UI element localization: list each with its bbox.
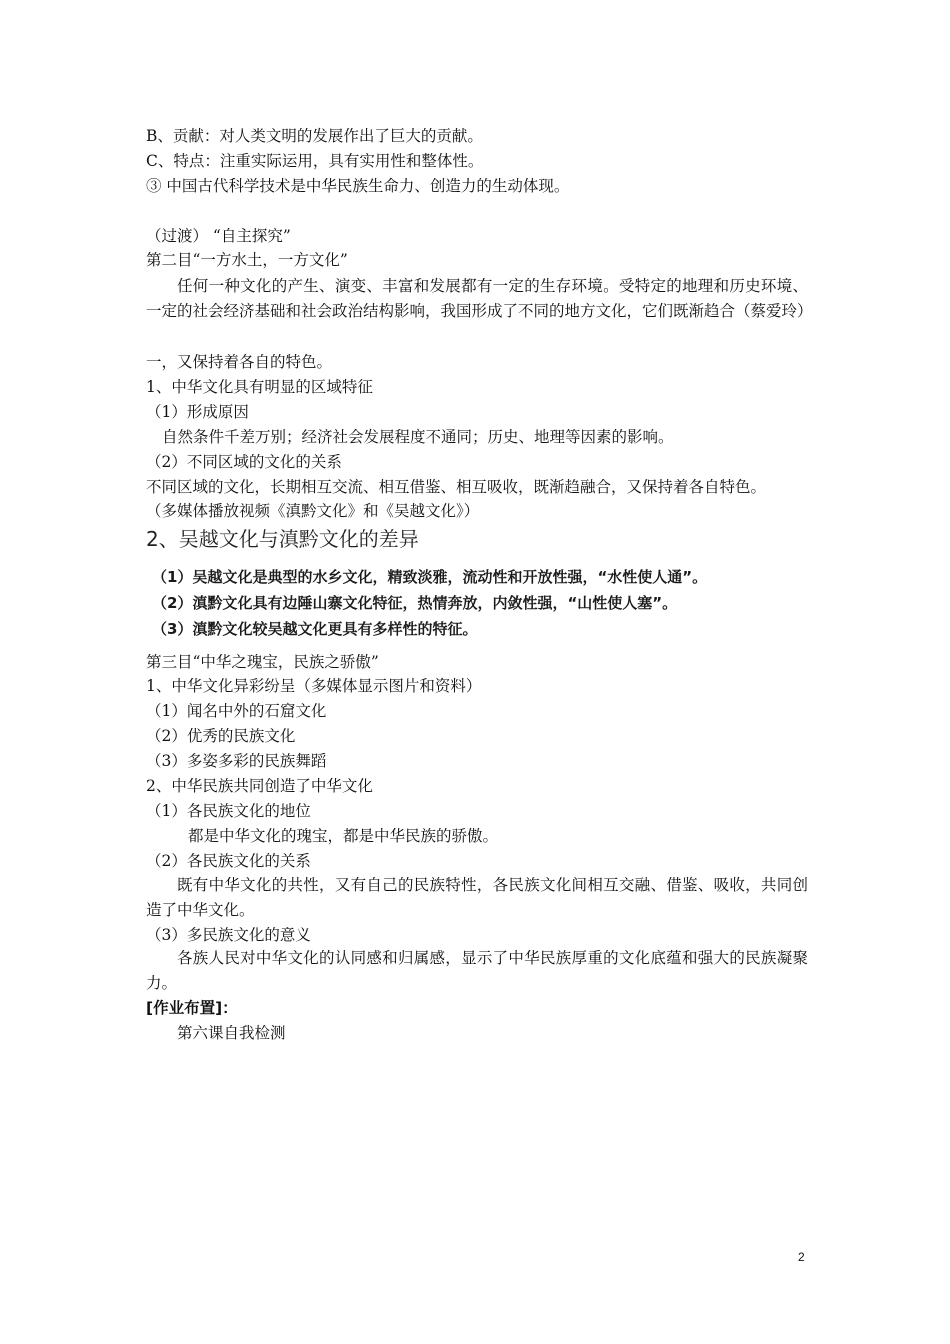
item-1-1-heading: （1）形成原因	[146, 403, 249, 421]
section-3-item-2-1: （1）各民族文化的地位	[146, 802, 311, 820]
slide-point-1: （1）吴越文化是典型的水乡文化，精致淡雅，流动性和开放性强，“水性使人通”。	[152, 568, 708, 586]
section-3-item-2-3-text: 各族人民对中华文化的认同感和归属感，显示了中华民族厚重的文化底蕴和强大的民族凝聚力。	[146, 949, 808, 992]
slide-heading: 2、吴越文化与滇黔文化的差异	[146, 527, 419, 551]
section-3-item-2-3: （3）多民族文化的意义	[146, 926, 311, 944]
section-3-item-2-1-text: 都是中华文化的瑰宝，都是中华民族的骄傲。	[188, 827, 499, 845]
section-3-item-1-3: （3）多姿多彩的民族舞蹈	[146, 752, 327, 770]
section-2-continuation: 一，又保持着各自的特色。	[146, 353, 333, 371]
homework-label: [作业布置]：	[146, 999, 238, 1017]
item-1-2-heading: （2）不同区域的文化的关系	[146, 453, 342, 471]
item-1-heading: 1、中华文化具有明显的区域特征	[146, 378, 373, 396]
section-3-item-1: 1、中华文化异彩纷呈（多媒体显示图片和资料）	[146, 677, 482, 695]
section-3-item-2-2: （2）各民族文化的关系	[146, 852, 311, 870]
section-3-item-2: 2、中华民族共同创造了中华文化	[146, 777, 373, 795]
contribution-line: B、贡献：对人类文明的发展作出了巨大的贡献。	[146, 127, 483, 145]
section-2-title: 第二目“一方水土，一方文化”	[146, 251, 348, 269]
item-1-2-text: 不同区域的文化，长期相互交流、相互借鉴、相互吸收，既渐趋融合，又保持着各自特色。	[146, 478, 767, 496]
section-3-item-1-1: （1）闻名中外的石窟文化	[146, 702, 327, 720]
page-number: 2	[798, 1250, 805, 1264]
slide-point-2: （2）滇黔文化具有边陲山寨文化特征，热情奔放，内敛性强，“山性使人塞”。	[152, 594, 678, 612]
multimedia-video-note: （多媒体播放视频《滇黔文化》和《吴越文化》）	[146, 502, 480, 520]
section-3-item-1-2: （2）优秀的民族文化	[146, 727, 296, 745]
point-3-line: ③ 中国古代科学技术是中华民族生命力、创造力的生动体现。	[146, 177, 570, 195]
section-2-paragraph: 任何一种文化的产生、演变、丰富和发展都有一定的生存环境。受特定的地理和历史环境、一定的社会经济基础和社会政治结构影响，我国形成了不同的地方文化，它们既渐趋合（蔡爱玲）	[146, 277, 813, 320]
feature-line: C、特点：注重实际运用，具有实用性和整体性。	[146, 152, 484, 170]
item-1-1-text: 自然条件千差万别；经济社会发展程度不通同；历史、地理等因素的影响。	[162, 428, 674, 446]
transition-line: （过渡） “自主探究”	[146, 227, 291, 245]
homework-task: 第六课自我检测	[177, 1024, 286, 1042]
slide-point-3: （3）滇黔文化较吴越文化更具有多样性的特征。	[152, 620, 478, 638]
section-3-item-2-2-text: 既有中华文化的共性，又有自己的民族特性，各民族文化间相互交融、借鉴、吸收，共同创造了中华文化。	[146, 876, 808, 919]
section-3-title: 第三目“中华之瑰宝，民族之骄傲”	[146, 653, 379, 671]
